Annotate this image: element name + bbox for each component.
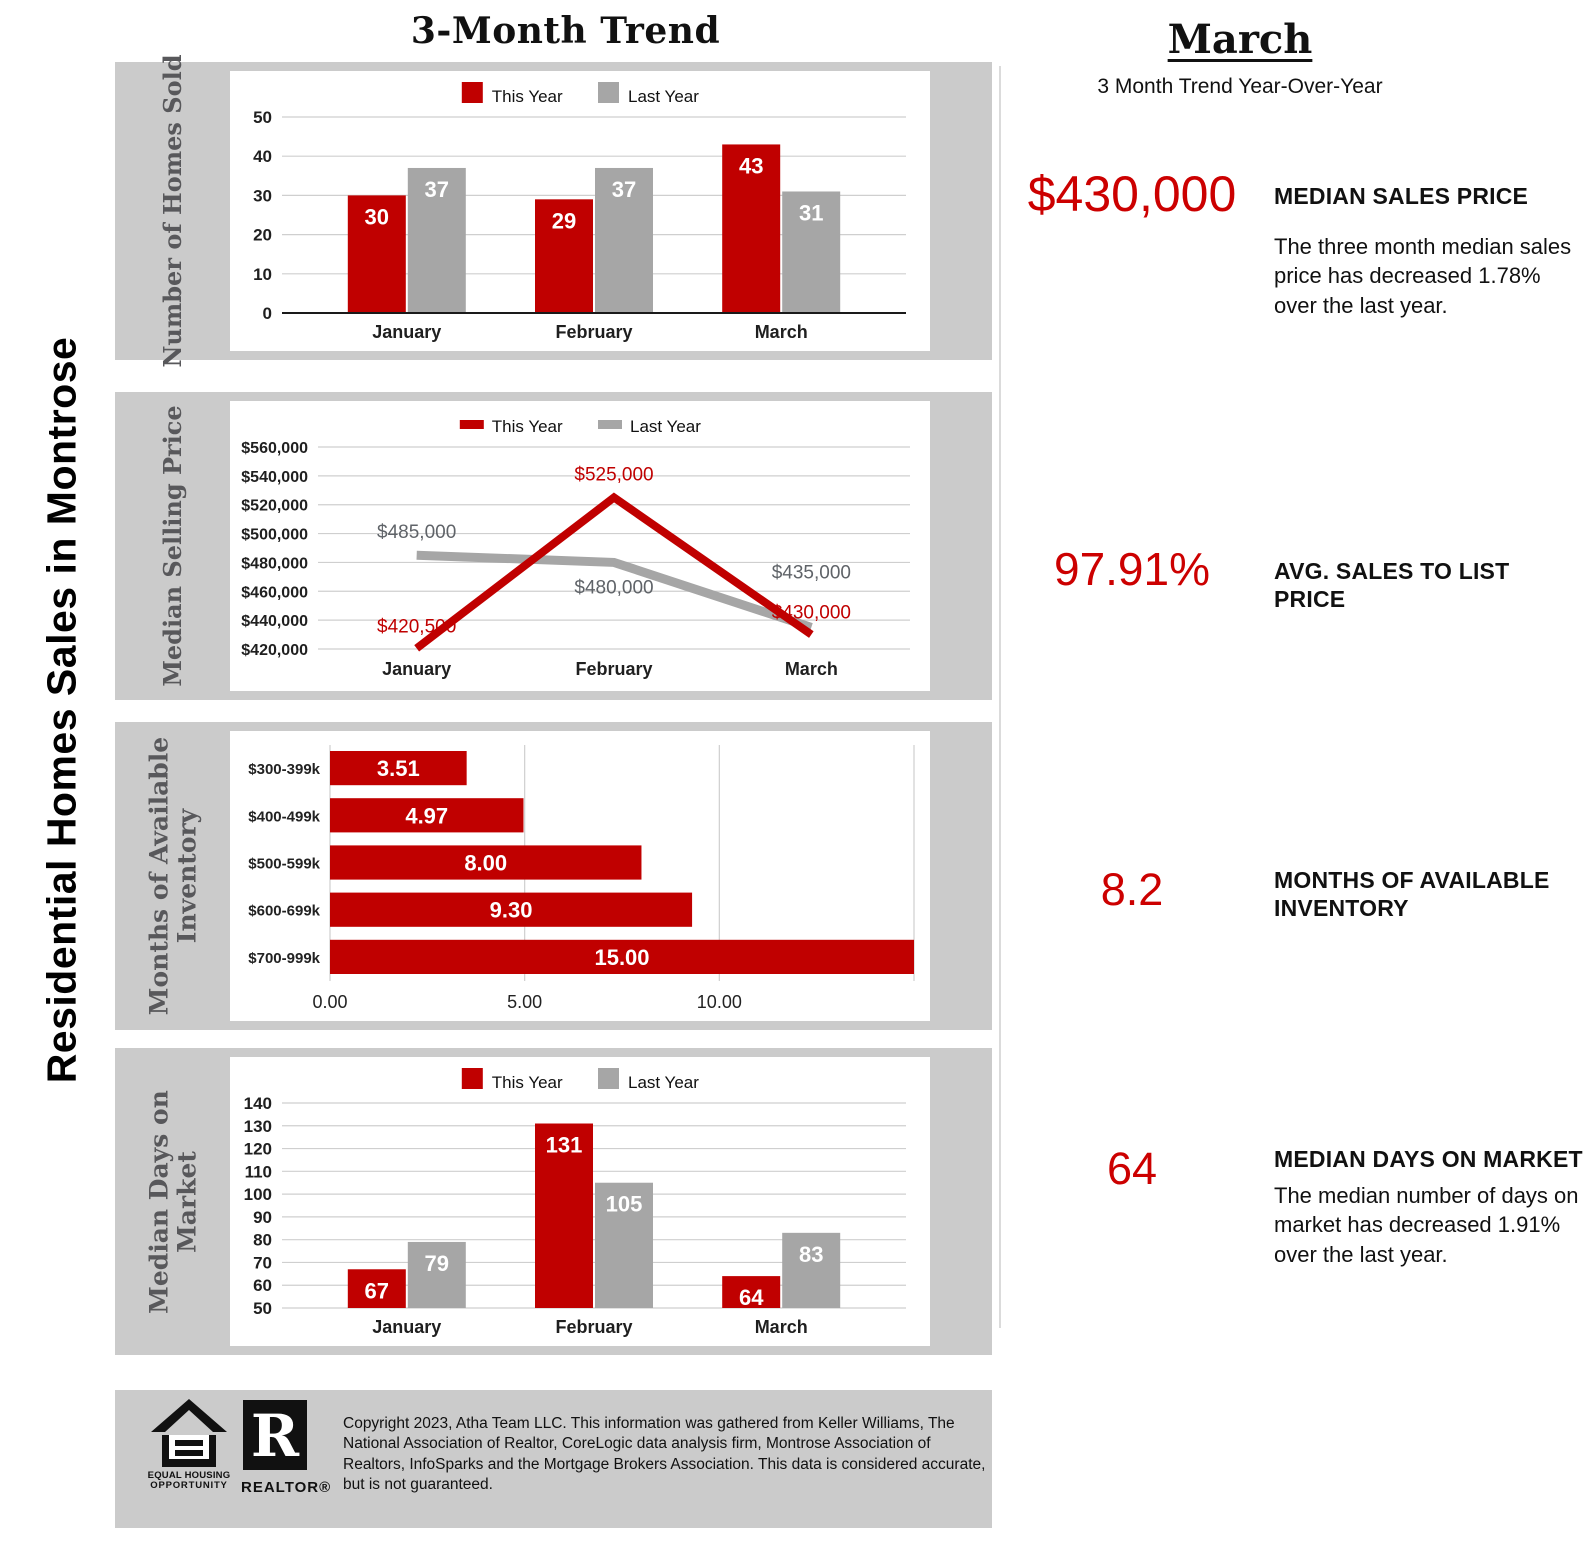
y-category-label: $700-999k [248,949,320,967]
y-tick-label: 140 [243,1094,272,1113]
x-tick-label: 5.00 [507,992,543,1012]
y-tick-label: 90 [253,1207,272,1227]
report-side-title-text: Residential Homes Sales in Montrose [38,336,85,1084]
y-tick-label: $540,000 [241,468,308,486]
panel-median-days-on-market [115,1048,992,1355]
stat-text [1274,182,1586,320]
y-tick-label: 130 [243,1116,272,1136]
stat-value: 64 [1106,1143,1158,1194]
stat-text [1274,866,1586,922]
legend-label: This Year [491,417,563,436]
y-tick-label: $440,000 [241,613,308,631]
chart-axis-title: Number of Homes Sold [157,54,187,368]
y-tick-label: $500,000 [241,526,308,544]
stat-description: The median number of days on market has decreased 1.91% over the last year. [1274,1183,1579,1267]
legend-swatch [462,82,483,103]
x-category-label: March [784,659,838,679]
x-category-label: February [555,1317,633,1337]
bar-value-label: 64 [738,1285,764,1311]
y-tick-label: 20 [253,225,272,245]
stat-value: 8.2 [1100,864,1164,915]
y-tick-label: $460,000 [241,584,308,602]
bar-value-label: 37 [424,176,450,202]
y-tick-label: 70 [253,1253,272,1273]
point-value-label: $525,000 [574,464,654,486]
stat-label: MEDIAN DAYS ON MARKET [1274,1146,1583,1172]
x-category-label: January [382,659,452,679]
bar-value-label: 79 [424,1250,450,1276]
panel-number-of-homes-sold [115,54,992,368]
y-category-label: $400-499k [248,808,320,826]
y-tick-label: 100 [243,1185,272,1205]
x-category-label: February [555,322,633,342]
stat-label: MEDIAN SALES PRICE [1274,183,1529,209]
y-tick-label: 60 [253,1276,272,1296]
y-tick-label: 50 [253,1299,272,1318]
legend-label: This Year [491,1073,563,1092]
y-tick-label: 10 [253,264,272,284]
chart-card [230,1057,930,1346]
panel-months-of-inventory [115,722,992,1030]
chart-axis-title: Median Selling Price [157,405,187,687]
y-tick-label: 0 [262,304,272,323]
legend-swatch [598,82,619,103]
stat-value: 97.91% [1053,543,1210,595]
legend-swatch [460,420,484,429]
stat-value: $430,000 [1027,166,1237,222]
x-category-label: March [754,1317,808,1337]
stat-avg-sales-to-list [1000,545,1586,613]
median-price-line-chart [230,401,930,691]
days-on-market-bar-chart [230,1057,930,1346]
bar-value-label: 29 [551,208,577,234]
stat-description: The three month median sales price has decreased 1.78% over the last year. [1274,234,1572,318]
stat-months-of-inventory [1000,866,1586,922]
y-tick-label: $520,000 [241,497,308,515]
page-title: 3-Month Trend [410,10,721,52]
bar-value-label: 15.00 [594,944,650,970]
bar-value-label: 4.97 [405,803,449,829]
x-tick-label: 10.00 [696,992,742,1012]
bar-value-label: 105 [605,1191,643,1217]
y-axis-title-area [115,392,230,700]
chart-axis-title: Median Days on Market [144,1089,201,1314]
stat-label: MONTHS OF AVAILABLE INVENTORY [1274,867,1550,922]
stat-label: AVG. SALES TO LIST PRICE [1274,558,1510,613]
equal-housing-text-line1: EQUAL HOUSING [147,1470,231,1481]
point-value-label: $420,500 [377,616,457,638]
chart-axis-title: Months of Available Inventory [144,736,201,1016]
legend-label: This Year [491,87,563,106]
legend-swatch [598,1068,619,1089]
equal-housing-opportunity-icon [145,1396,233,1490]
y-category-label: $600-699k [248,902,320,920]
right-panel-header [1010,16,1470,99]
x-category-label: January [372,322,442,342]
realtor-wordmark: REALTOR® [241,1479,332,1496]
legend-swatch [598,420,622,429]
y-tick-label: 80 [253,1230,272,1250]
y-category-label: $500-599k [248,855,320,873]
y-axis-title-area [115,54,230,368]
bar-value-label: 67 [364,1278,390,1304]
bar-value-label: 9.30 [489,897,533,923]
stat-text [1274,557,1586,613]
bar-value-label: 30 [364,204,390,230]
homes-sold-bar-chart [230,71,930,351]
x-category-label: January [372,1317,442,1337]
point-value-label: $480,000 [574,577,654,599]
bar-value-label: 3.51 [376,756,420,782]
equal-housing-text-line2: OPPORTUNITY [150,1480,228,1490]
line-series [417,498,812,649]
point-value-label: $435,000 [771,562,851,584]
y-tick-label: 50 [253,108,272,127]
bar-value-label: 8.00 [464,850,508,876]
inventory-horizontal-bar-chart [230,731,930,1021]
chart-card [230,731,930,1021]
stat-median-sales-price [1000,168,1586,320]
stat-median-days-on-market [1000,1145,1586,1269]
x-category-label: February [575,659,653,679]
bar-value-label: 131 [545,1132,583,1158]
report-subtitle: 3 Month Trend Year-Over-Year [1097,75,1383,98]
y-tick-label: $560,000 [241,440,308,457]
equals-bar-top [175,1440,203,1446]
footer [115,1390,992,1528]
y-tick-label: $480,000 [241,555,308,573]
point-value-label: $485,000 [377,522,457,544]
x-category-label: March [754,322,808,342]
x-tick-label: 0.00 [312,992,348,1012]
y-tick-label: 40 [253,147,272,167]
legend-swatch [462,1068,483,1089]
legend-label: Last Year [628,87,699,106]
panel-median-selling-price [115,392,992,700]
legend-label: Last Year [628,1073,699,1092]
y-tick-label: 110 [244,1162,272,1182]
realtor-logo-icon [239,1400,339,1500]
house-roof-shape [151,1399,227,1432]
bar-value-label: 83 [798,1241,824,1267]
y-tick-label: $420,000 [241,642,308,659]
y-tick-label: 30 [253,186,272,206]
chart-card [230,71,930,351]
y-tick-label: 120 [243,1139,272,1159]
y-axis-title-area [115,722,230,1030]
stat-text [1274,1145,1586,1269]
report-side-title [16,320,108,1100]
bar-value-label: 37 [611,176,637,202]
bar-value-label: 31 [798,200,824,226]
bar-value-label: 43 [738,153,764,179]
legend-label: Last Year [630,417,701,436]
equals-bar-bottom [175,1450,203,1456]
copyright-text: Copyright 2023, Atha Team LLC. This information was gathered from Keller Williams, The National Association of Realtor, CoreLogic data analysis firm, Montrose Association of Realtors, InfoSparks and the Mortgage Brokers Association. This data is considered accurate, but is not guaranteed. [343,1415,986,1494]
chart-card [230,401,930,691]
realtor-letter: R [250,1402,300,1470]
y-axis-title-area [115,1048,230,1355]
report-month-title: March [1167,16,1313,63]
point-value-label: $430,000 [771,602,851,624]
y-category-label: $300-399k [248,761,320,779]
